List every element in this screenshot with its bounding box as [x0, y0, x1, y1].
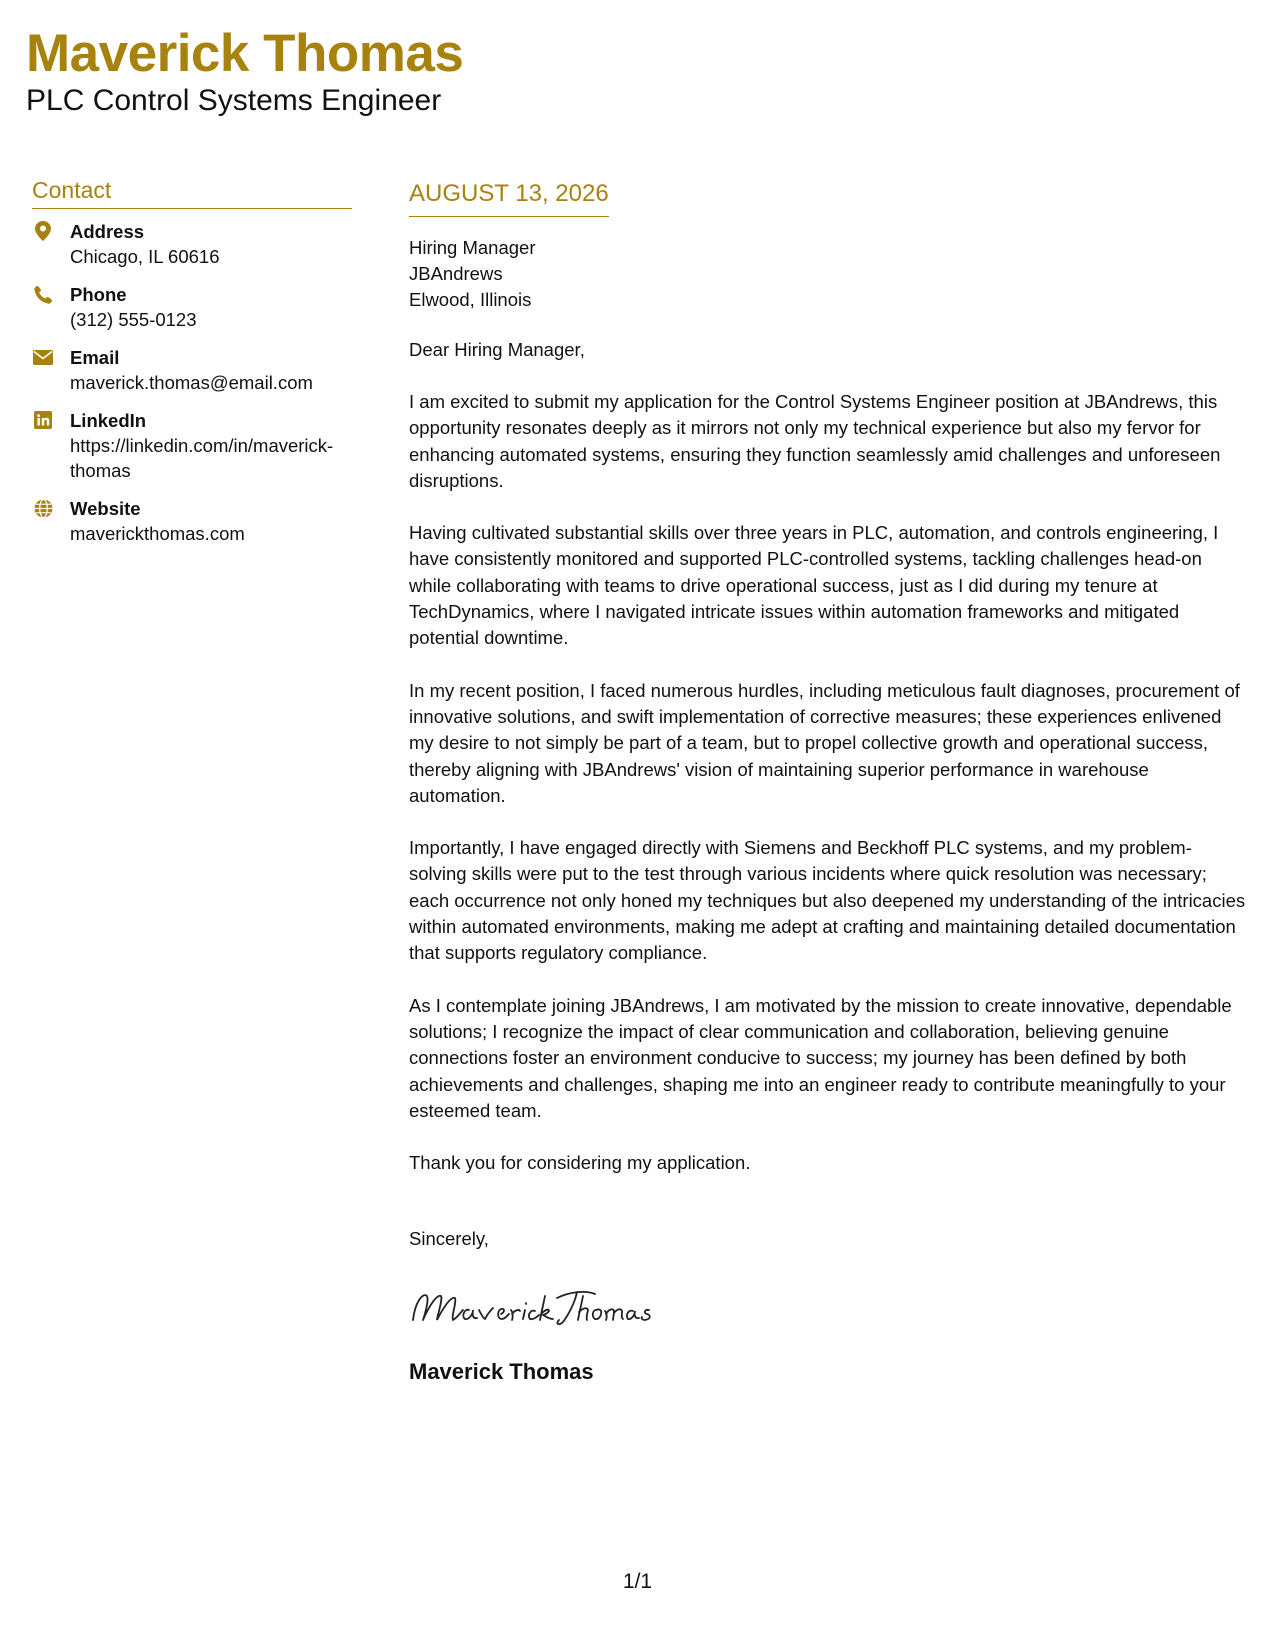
envelope-icon: [32, 346, 54, 368]
contact-sidebar: [32, 176, 352, 559]
recipient-location: Elwood, Illinois: [409, 289, 532, 310]
recipient-block: [409, 235, 1249, 313]
recipient-company: JBAndrews: [409, 263, 503, 284]
contact-value-website[interactable]: maverickthomas.com: [70, 523, 245, 544]
contact-value-phone: (312) 555-0123: [70, 309, 197, 330]
body-paragraph: Having cultivated substantial skills over three years in PLC, automation, and controls engineering, I have consistently monitored and supported PLC-controlled systems, tackling challenges head-on while collaborating with teams to drive operational success, just as I did during my tenure at TechDynamics, where I navigated intricate issues within automation frameworks and mitigated potential downtime.: [409, 522, 1219, 649]
salutation: Dear Hiring Manager,: [409, 339, 585, 360]
globe-icon: [32, 497, 54, 519]
map-pin-icon: [32, 220, 54, 242]
contact-label-email: Email: [70, 347, 120, 368]
contact-label-website: Website: [70, 498, 141, 519]
contact-value-linkedin[interactable]: https://linkedin.com/in/maverick-thomas: [70, 435, 334, 481]
body-paragraph: Thank you for considering my application.: [409, 1152, 751, 1174]
contact-label-address: Address: [70, 221, 145, 242]
handwritten-signature: [409, 1282, 1249, 1332]
contact-item-email: [32, 345, 352, 395]
body-paragraph: In my recent position, I faced numerous hurdles, including meticulous fault diagnoses, procurement of innovative solutions, and swift implementation of corrective measures; these experiences enlivened my desire to not simply be part of a team, but to propel collective growth and operational success, thereby aligning with JBAndrews' vision of maintaining superior performance in warehouse automation.: [409, 679, 1240, 806]
contact-value-address: Chicago, IL 60616: [70, 246, 220, 267]
job-title: PLC Control Systems Engineer: [26, 84, 442, 117]
contact-item-address: [32, 219, 352, 269]
signer-name: Maverick Thomas: [409, 1359, 594, 1385]
linkedin-icon: [32, 409, 54, 431]
page-number: 1/1: [622, 1570, 653, 1593]
letter-body: [409, 178, 1249, 1386]
phone-icon: [32, 283, 54, 305]
contact-value-email[interactable]: maverick.thomas@email.com: [70, 372, 313, 393]
body-paragraph: As I contemplate joining JBAndrews, I am motivated by the mission to create innovative, dependable solutions; I recognize the impact of clear communication and collaboration, believing genuine connections foster an environment conducive to success; my journey has been defined by both achievements and challenges, shaping me into an engineer ready to contribute meaningfully to your esteemed team.: [409, 994, 1232, 1121]
contact-label-linkedin: LinkedIn: [70, 410, 147, 431]
body-paragraph: I am excited to submit my application for the Control Systems Engineer position at JBAndrews, this opportunity resonates deeply as it mirrors not only my technical experience but also my fervor for enhancing automated systems, ensuring they function seamlessly amid challenges and unforeseen disruptions.: [409, 391, 1221, 491]
contact-label-phone: Phone: [70, 284, 127, 305]
body-paragraph: Importantly, I have engaged directly with Siemens and Beckhoff PLC systems, and my problem-solving skills were put to the test through various incidents where quick resolution was necessary; each occurrence not only honed my techniques but also deepened my understanding of the intricacies within automated environments, making me adept at crafting and maintaining detailed documentation that supports regulatory compliance.: [409, 837, 1246, 964]
contact-item-phone: [32, 282, 352, 332]
closing: Sincerely,: [409, 1228, 489, 1250]
contact-heading: Contact: [32, 176, 352, 209]
candidate-name: Maverick Thomas: [26, 24, 464, 83]
contact-item-linkedin: [32, 408, 352, 483]
letter-date: AUGUST 13, 2026: [409, 178, 609, 217]
contact-item-website: [32, 496, 352, 546]
recipient-name: Hiring Manager: [409, 237, 536, 258]
